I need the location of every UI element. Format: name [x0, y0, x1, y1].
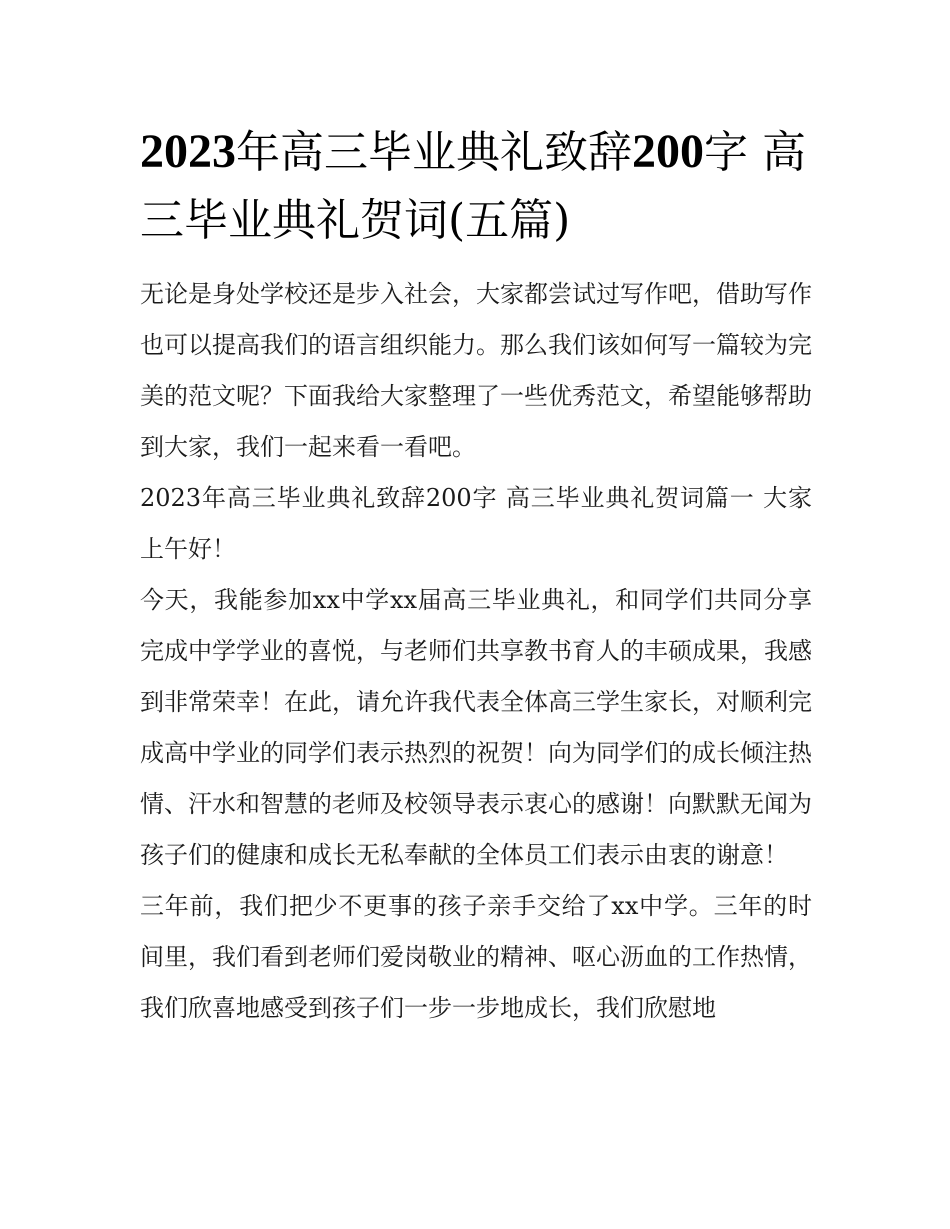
title-year: 2023 [140, 125, 236, 178]
title-tail: 字 高三毕业典礼贺词(五篇) [140, 127, 806, 246]
intro-paragraph: 无论是身处学校还是步入社会，大家都尝试过写作吧，借助写作也可以提高我们的语言组织能力。那么我们该如何写一篇较为完美的范文呢？下面我给大家整理了一些优秀范文，希望能够帮助到大家，我们一起来看一看吧。 [140, 280, 812, 461]
section-heading-paragraph: 2023年高三毕业典礼致辞200字 高三毕业典礼贺词篇一 大家上午好！ [140, 484, 812, 563]
document-body [140, 118, 812, 1034]
title-middle: 年高三毕业典礼致辞 [236, 127, 632, 178]
document-title [140, 118, 812, 255]
body-paragraph: 今天，我能参加xx中学xx届高三毕业典礼，和同学们共同分享完成中学学业的喜悦，与老师们共享教书育人的丰硕成果，我感到非常荣幸！在此，请允许我代表全体高三学生家长，对顺利完成高中学业的同学们表示热烈的祝贺！向为同学们的成长倾注热情、汗水和智慧的老师及校领导表示衷心的感谢！向默默无闻为孩子们的健康和成长无私奉献的全体员工们表示由衷的谢意！ [140, 586, 812, 869]
body-paragraph: 三年前，我们把少不更事的孩子亲手交给了xx中学。三年的时间里，我们看到老师们爱岗敬业的精神、呕心沥血的工作热情，我们欣喜地感受到孩子们一步一步地成长，我们欣慰地 [140, 892, 812, 1022]
title-word-count: 200 [632, 125, 704, 178]
